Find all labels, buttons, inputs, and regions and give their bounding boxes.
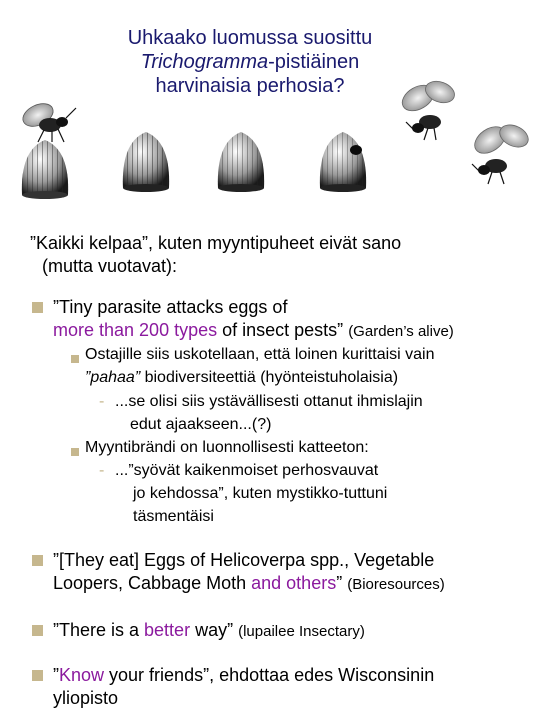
bullet-4-marker — [32, 668, 43, 686]
intro-line-2: (mutta vuotavat): — [42, 256, 178, 276]
subbullet-1-line-1: Ostajille siis uskotellaan, että loinen kurittaisi vain — [85, 346, 435, 363]
bullet-3-line — [53, 619, 365, 643]
dash-1-line-1: ...se olisi siis ystävällisesti ottanut ihmislajin — [115, 393, 423, 410]
bullet-2-marker — [32, 553, 43, 571]
title-line-3: harvinaisia perhosia? — [155, 75, 345, 97]
dash-1-line-2: edut ajaakseen...(?) — [130, 416, 272, 433]
dash-2-line-1: ...”syövät kaikenmoiset perhosvauvat — [115, 462, 379, 479]
subbullet-1-italic: ”pahaa” — [85, 369, 141, 386]
bullet-1-line-2-rest: of insect pests” — [217, 320, 344, 340]
bullet-4-line-2: yliopisto — [53, 688, 119, 708]
bullet-3-source: (lupailee Insectary) — [238, 623, 365, 640]
bullet-3-a: ”There is a — [53, 620, 145, 640]
butterfly-egg-icon — [320, 132, 366, 192]
intro-line-1: ”Kaikki kelpaa”, kuten myyntipuheet eivät sano — [30, 233, 402, 253]
butterfly-egg-icon — [123, 132, 169, 192]
bullet-1-line-1: ”Tiny parasite attacks eggs of — [53, 297, 288, 317]
dash-1-marker: - — [99, 393, 105, 410]
dash-2-line-2: jo kehdossa”, kuten mystikko-tuttuni — [133, 485, 388, 502]
bullet-2-highlight: and others — [251, 573, 337, 593]
subbullet-1-line-2-rest: biodiversiteettiä (hyönteistuholaisia) — [140, 369, 399, 386]
flying-wasp-icon — [470, 121, 532, 184]
subbullet-1-line-2 — [85, 366, 398, 389]
bullet-4-line-1 — [53, 664, 434, 687]
bullet-1-line-2 — [53, 319, 454, 343]
flying-wasp-icon — [398, 77, 458, 140]
wasp-egg-illustration — [0, 70, 540, 220]
butterfly-egg-icon — [218, 132, 264, 192]
bullet-3-highlight: better — [144, 620, 191, 640]
bullet-2-line-1: ”[They eat] Eggs of Helicoverpa spp., Vegetable — [53, 550, 435, 570]
bullet-3-b: way” — [190, 620, 234, 640]
bullet-2-line-2 — [53, 572, 445, 596]
subbullet-2-line-1: Myyntibrändi on luonnollisesti katteeton: — [85, 439, 369, 456]
bullet-4-b: your friends”, ehdottaa edes Wisconsinin — [104, 665, 435, 685]
wasp-on-egg-icon — [19, 99, 76, 199]
title-line-2-rest: -pistiäinen — [268, 51, 360, 73]
bullet-2-line-2-b: ” — [336, 573, 343, 593]
bullet-1-source: (Garden’s alive) — [348, 323, 454, 340]
bullet-1-marker — [32, 300, 43, 318]
bullet-4-a: ” — [53, 665, 59, 685]
subbullet-2-marker — [71, 443, 79, 461]
bullet-4-highlight: Know — [59, 665, 105, 685]
bullet-1-highlight: more than 200 types — [53, 320, 218, 340]
bullet-2-source: (Bioresources) — [347, 576, 445, 593]
dash-2-marker: - — [99, 462, 105, 479]
subbullet-1-marker — [71, 350, 79, 368]
bullet-2-line-2-a: Loopers, Cabbage Moth — [53, 573, 252, 593]
title-genus: Trichogramma — [140, 51, 269, 73]
dash-2-line-3: täsmentäisi — [133, 508, 214, 525]
bullet-3-marker — [32, 623, 43, 641]
title-line-1: Uhkaako luomussa suosittu — [127, 27, 373, 49]
